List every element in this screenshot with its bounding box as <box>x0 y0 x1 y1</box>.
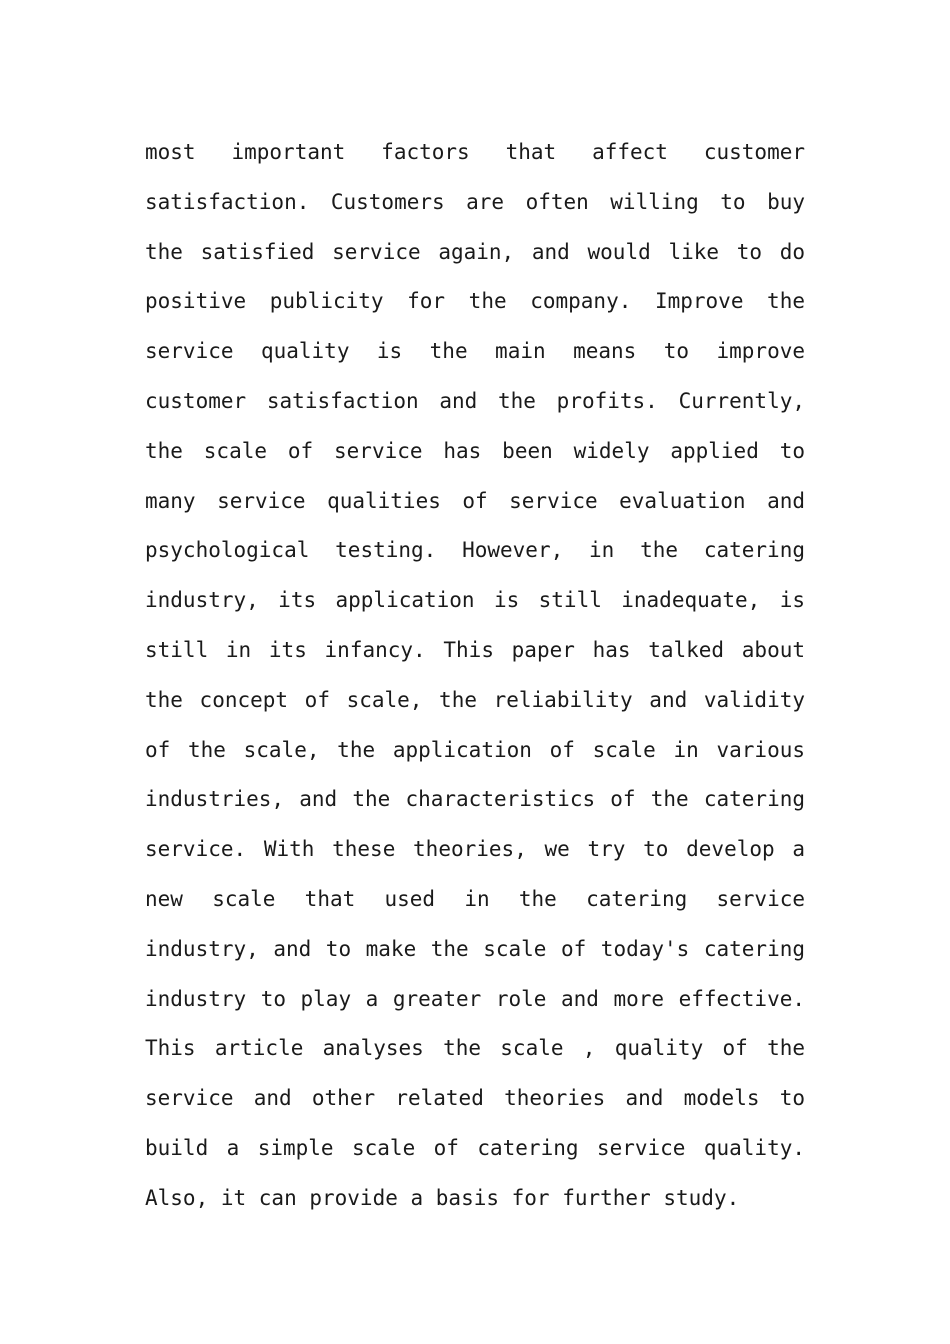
paragraph-line: industry to play a greater role and more effective. <box>145 986 805 1011</box>
paragraph-line: the concept of scale, the reliability and validity <box>145 687 805 712</box>
paragraph-line: service. With these theories, we try to develop a <box>145 837 805 862</box>
paragraph-line: still in its infancy. This paper has talked about <box>145 637 805 662</box>
paragraph-line: of the scale, the application of scale in various <box>145 737 805 762</box>
paragraph-line: This article analyses the scale , quality of the <box>145 1036 805 1061</box>
paragraph-line: industry, and to make the scale of today's catering <box>145 936 805 961</box>
paragraph-line: new scale that used in the catering service <box>145 886 805 911</box>
paragraph-line: satisfaction. Customers are often willing to buy <box>145 189 805 214</box>
paragraph-line: most important factors that affect customer <box>145 140 805 164</box>
body-paragraph <box>145 128 805 1224</box>
paragraph-line: positive publicity for the company. Improve the <box>145 289 805 314</box>
paragraph-line: industries, and the characteristics of the catering <box>145 787 805 812</box>
paragraph-line: build a simple scale of catering service quality. <box>145 1135 805 1160</box>
paragraph-line: industry, its application is still inadequate, is <box>145 588 805 613</box>
paragraph-line: Also, it can provide a basis for further study. <box>145 1185 740 1210</box>
paragraph-line: service and other related theories and models to <box>145 1086 805 1111</box>
paragraph-line: service quality is the main means to improve <box>145 339 805 364</box>
paragraph-line: customer satisfaction and the profits. Currently, <box>145 388 805 413</box>
paragraph-line: the satisfied service again, and would like to do <box>145 239 805 264</box>
paragraph-line: the scale of service has been widely applied to <box>145 438 805 463</box>
paragraph-line: psychological testing. However, in the catering <box>145 538 805 563</box>
paragraph-line: many service qualities of service evaluation and <box>145 488 805 513</box>
